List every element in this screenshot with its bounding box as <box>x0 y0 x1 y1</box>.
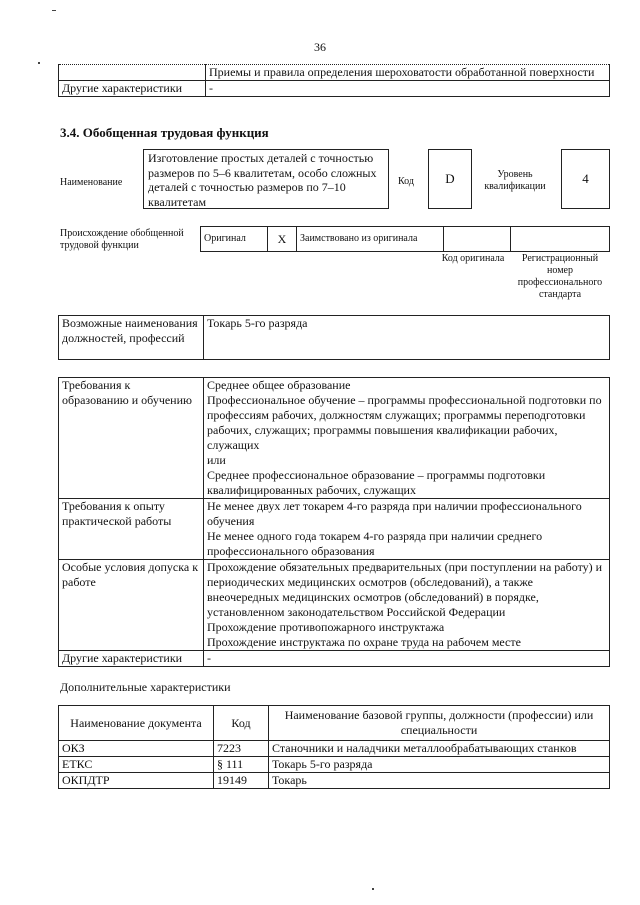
level-label: Уровень квалификации <box>484 169 546 192</box>
row-label <box>59 65 206 81</box>
table-row <box>59 560 610 651</box>
admission-value: Прохождение обязательных предварительных (при поступлении на работу) и периодических медицинских осмотров (обследований), а также внеочередных медицинских осмотров (обследований) в порядке, установленном законодательством Российской Федерации Прохождение противопожарного инструктажа Прохождение инструктажа по охране труда на рабочем месте <box>204 560 610 651</box>
name-value: Изготовление простых деталей с точностью размеров по 5–6 квалитетам, особо сложных деталей с точностью размеров по 7–10 квалитетам <box>148 151 377 209</box>
table-row <box>201 227 610 252</box>
table-row <box>59 499 610 560</box>
doc-name: ЕТКС <box>59 757 214 773</box>
name-value-box <box>143 149 389 209</box>
table-header-row <box>59 706 610 741</box>
doc-group: Токарь <box>269 773 610 789</box>
level-value: 4 <box>582 171 589 186</box>
origin-code-cell <box>444 227 511 252</box>
positions-value: Токарь 5-го разряда <box>204 316 610 360</box>
header-code: Код <box>214 706 269 741</box>
row-value: - <box>206 81 610 97</box>
education-value: Среднее общее образование Профессиональное обучение – программы профессиональной подготовки по профессиям рабочих, должностям служащих; программы переподготовки рабочих, служащих; программы повышения квалификации рабочих, служащих или Среднее профессиональное образование – программы подготовки квалифицированных рабочих, служащих <box>204 378 610 499</box>
table-row <box>59 65 610 81</box>
doc-name: ОКЗ <box>59 741 214 757</box>
experience-label: Требования к опыту практической работы <box>59 499 204 560</box>
origin-mark: X <box>268 227 297 252</box>
other-label: Другие характеристики <box>59 651 204 667</box>
section-title: 3.4. Обобщенная трудовая функция <box>60 125 269 140</box>
doc-group: Станочники и наладчики металлообрабатывающих станков <box>269 741 610 757</box>
header-group: Наименование базовой группы, должности (профессии) или специальности <box>269 706 610 741</box>
origin-reg-caption: Регистрационный номер профессионального стандарта <box>517 253 603 300</box>
table-row <box>59 651 610 667</box>
admission-label: Особые условия допуска к работе <box>59 560 204 651</box>
doc-group: Токарь 5-го разряда <box>269 757 610 773</box>
origin-table <box>200 226 610 252</box>
positions-label: Возможные наименования должностей, профессий <box>59 316 204 360</box>
doc-name: ОКПДТР <box>59 773 214 789</box>
origin-code-caption: Код оригинала <box>441 253 505 264</box>
doc-code: 19149 <box>214 773 269 789</box>
scan-speck <box>52 10 56 11</box>
code-label: Код <box>398 176 414 187</box>
level-value-box <box>561 149 610 209</box>
page-number: 36 <box>314 40 326 54</box>
doc-code: 7223 <box>214 741 269 757</box>
positions-table <box>58 315 610 360</box>
origin-original: Оригинал <box>201 227 268 252</box>
name-label: Наименование <box>60 177 123 188</box>
prev-characteristics-table <box>58 64 610 97</box>
table-row <box>59 757 610 773</box>
code-value-box <box>428 149 472 209</box>
table-row <box>59 773 610 789</box>
origin-borrowed: Заимствовано из оригинала <box>297 227 444 252</box>
table-row <box>59 81 610 97</box>
header-document: Наименование документа <box>59 706 214 741</box>
experience-value: Не менее двух лет токарем 4-го разряда при наличии профессионального обучения Не менее одного года токарем 4-го разряда при наличии среднего профессионального образования <box>204 499 610 560</box>
additional-title: Дополнительные характеристики <box>60 680 231 694</box>
table-row <box>59 378 610 499</box>
row-value: Приемы и правила определения шероховатости обработанной поверхности <box>206 65 610 81</box>
origin-label: Происхождение обобщенной трудовой функции <box>60 228 184 251</box>
origin-reg-cell <box>511 227 610 252</box>
code-value: D <box>445 171 455 186</box>
requirements-table <box>58 377 610 667</box>
other-value: - <box>204 651 610 667</box>
scan-speck <box>372 888 374 890</box>
scan-speck <box>38 62 40 64</box>
doc-code: § 111 <box>214 757 269 773</box>
education-label: Требования к образованию и обучению <box>59 378 204 499</box>
additional-table <box>58 705 610 789</box>
row-label: Другие характеристики <box>59 81 206 97</box>
table-row <box>59 316 610 360</box>
table-row <box>59 741 610 757</box>
